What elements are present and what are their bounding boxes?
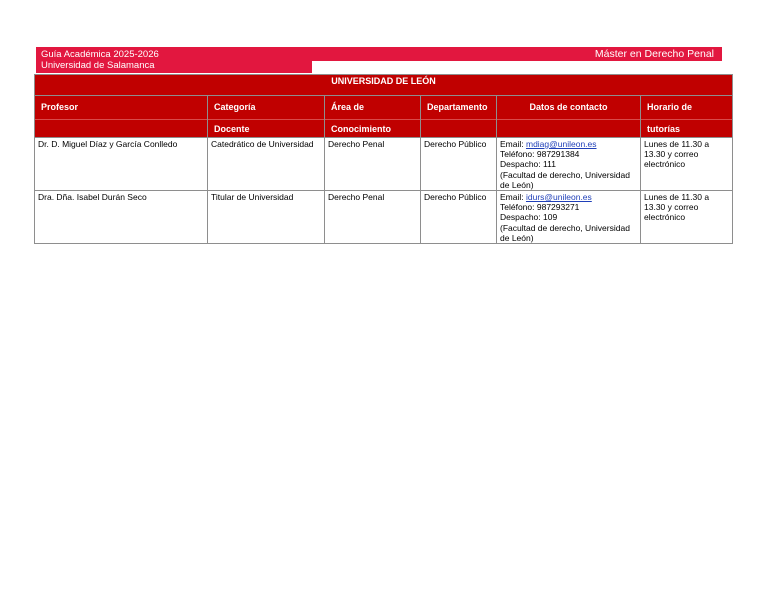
office-line: Despacho: 111 [500, 159, 556, 170]
cell-categoria: Catedrático de Universidad [208, 138, 325, 191]
email-label: Email: [500, 192, 526, 203]
table-row [35, 138, 733, 191]
cell-area: Derecho Penal [325, 191, 421, 244]
col-header-departamento: Departamento [421, 96, 497, 138]
cell-contacto [497, 191, 641, 244]
email-label: Email: [500, 139, 526, 149]
cell-contacto [497, 138, 641, 191]
cell-categoria: Titular de Universidad [208, 191, 325, 244]
professors-table [34, 74, 733, 244]
phone-line: Teléfono: 987291384 [500, 149, 580, 160]
col-header-contacto: Datos de contacto [497, 96, 641, 138]
faculty-line: (Facultad de derecho, Universidad de León) [500, 169, 630, 190]
cell-horario: Lunes de 11.30 a 13.30 y correo electrónico [641, 138, 733, 191]
cell-profesor: Dr. D. Miguel Díaz y García Conlledo [35, 138, 208, 191]
faculty-line: (Facultad de derecho, Universidad de León) [500, 222, 630, 243]
col-header-horario: Horario de tutorías [641, 96, 733, 138]
email-line [500, 192, 638, 202]
institution-title: UNIVERSIDAD DE LEÓN [35, 75, 733, 96]
cell-area: Derecho Penal [325, 138, 421, 191]
cell-profesor: Dra. Dña. Isabel Durán Seco [35, 191, 208, 244]
col-header-area: Área de Conocimiento [325, 96, 421, 138]
cell-departamento: Derecho Público [421, 191, 497, 244]
program-banner [312, 47, 722, 61]
institution-row [35, 75, 733, 96]
email-link[interactable]: mdiag@unileon.es [525, 139, 597, 149]
header-guide-banner [36, 47, 312, 73]
table-row [35, 191, 733, 244]
university-name: Universidad de Salamanca [41, 60, 155, 71]
office-line: Despacho: 109 [500, 212, 558, 223]
column-header-row [35, 96, 733, 138]
guide-title: Guía Académica 2025-2026 [41, 49, 159, 60]
col-header-categoria: Categoría Docente [208, 96, 325, 138]
cell-horario: Lunes de 11.30 a 13.30 y correo electrónico [641, 191, 733, 244]
phone-line: Teléfono: 987293271 [500, 202, 580, 213]
email-line [500, 139, 638, 149]
program-title: Máster en Derecho Penal [594, 48, 714, 60]
cell-departamento: Derecho Público [421, 138, 497, 191]
col-header-profesor: Profesor [35, 96, 208, 138]
email-link[interactable]: idurs@unileon.es [525, 192, 592, 203]
